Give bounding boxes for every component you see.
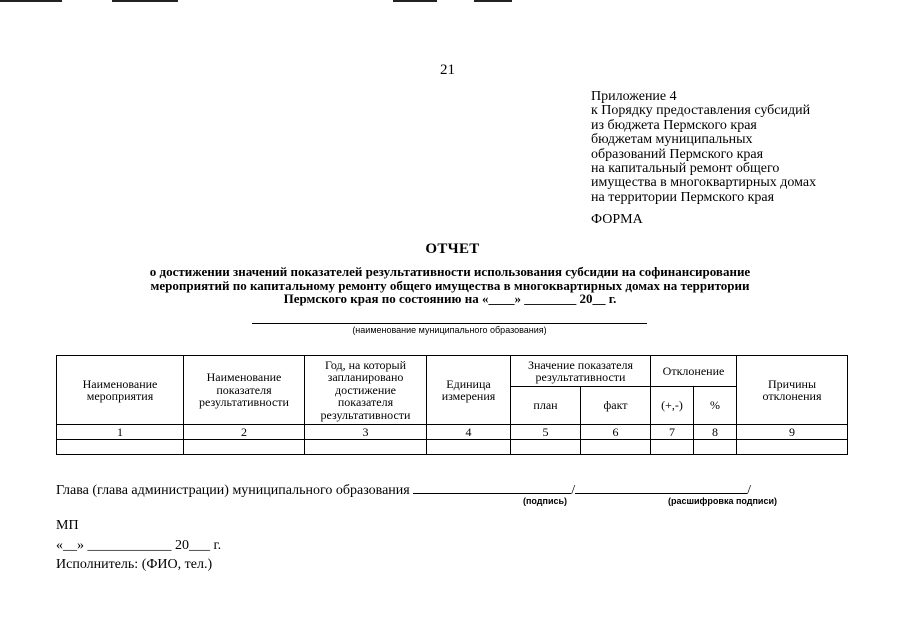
header-deviation-pct: % — [694, 387, 737, 425]
report-table — [56, 355, 848, 455]
municipality-caption: (наименование муниципального образования) — [352, 325, 547, 335]
appendix-line: бюджетам муниципальных — [591, 132, 753, 148]
table-cell[interactable] — [651, 440, 694, 455]
head-signature-line: Глава (глава администрации) муниципального образования / / — [56, 483, 751, 498]
table-cell[interactable] — [427, 440, 511, 455]
header-fact: факт — [581, 387, 651, 425]
table-cell[interactable] — [305, 440, 427, 455]
column-number: 2 — [184, 425, 305, 440]
report-subtitle-line: о достижении значений показателей результативности использования субсидии на софинансирование — [149, 264, 751, 279]
report-title: ОТЧЕТ — [425, 241, 480, 257]
column-number: 9 — [737, 425, 848, 440]
date-line: «__» ____________ 20___ г. — [56, 538, 222, 553]
column-number: 6 — [581, 425, 651, 440]
report-subtitle-line: мероприятий по капитальному ремонту общего имущества в многоквартирных домах на территории — [150, 277, 750, 293]
page-number: 21 — [440, 62, 455, 78]
executor-line: Исполнитель: (ФИО, тел.) — [56, 557, 213, 572]
table-cell[interactable] — [184, 440, 305, 455]
scan-edge-artifact — [0, 0, 62, 2]
signature-decode-caption: (расшифровка подписи) — [668, 496, 777, 506]
table-row — [57, 440, 848, 455]
scan-edge-artifact — [393, 0, 437, 2]
stamp-place-label: МП — [56, 518, 79, 533]
appendix-line: образований Пермского края — [591, 146, 764, 162]
table-cell[interactable] — [581, 440, 651, 455]
table-cell[interactable] — [57, 440, 184, 455]
column-number: 1 — [57, 425, 184, 440]
signature-blank[interactable] — [413, 481, 571, 494]
form-label: ФОРМА — [591, 212, 643, 227]
column-number: 4 — [427, 425, 511, 440]
appendix-line: из бюджета Пермского края — [591, 117, 757, 133]
scan-edge-artifact — [112, 0, 178, 2]
municipality-blank-line — [252, 323, 647, 324]
column-number: 3 — [305, 425, 427, 440]
appendix-block — [591, 90, 816, 205]
appendix-line: Приложение 4 — [591, 89, 677, 104]
report-subtitle-line: Пермского края по состоянию на «____» ________ 20__ г. — [283, 291, 617, 306]
header-event-name: Наименование мероприятия — [57, 356, 184, 425]
header-indicator-value: Значение показателя результативности — [511, 356, 651, 387]
appendix-line: имущества в многоквартирных домах — [591, 175, 817, 191]
appendix-line: на территории Пермского края — [591, 189, 775, 205]
table-cell[interactable] — [737, 440, 848, 455]
scan-edge-artifact — [474, 0, 512, 2]
column-number: 5 — [511, 425, 581, 440]
report-subtitle — [90, 265, 810, 306]
header-indicator-name: Наименование показателя результативности — [184, 356, 305, 425]
header-deviation: Отклонение — [651, 356, 737, 387]
column-number: 7 — [651, 425, 694, 440]
header-deviation-abs: (+,-) — [651, 387, 694, 425]
head-label: Глава (глава администрации) муниципального образования — [56, 483, 410, 498]
signature-decode-blank[interactable] — [575, 481, 747, 494]
column-number-row — [57, 425, 848, 440]
column-number: 8 — [694, 425, 737, 440]
header-unit: Единица измерения — [427, 356, 511, 425]
header-reasons: Причины отклонения — [737, 356, 848, 425]
signature-caption: (подпись) — [523, 496, 568, 506]
table-cell[interactable] — [694, 440, 737, 455]
appendix-line: к Порядку предоставления субсидий — [591, 103, 811, 119]
header-planned-year: Год, на который запланировано достижение показателя результативности — [305, 356, 427, 425]
table-cell[interactable] — [511, 440, 581, 455]
header-plan: план — [511, 387, 581, 425]
appendix-line: на капитальный ремонт общего — [591, 161, 780, 177]
